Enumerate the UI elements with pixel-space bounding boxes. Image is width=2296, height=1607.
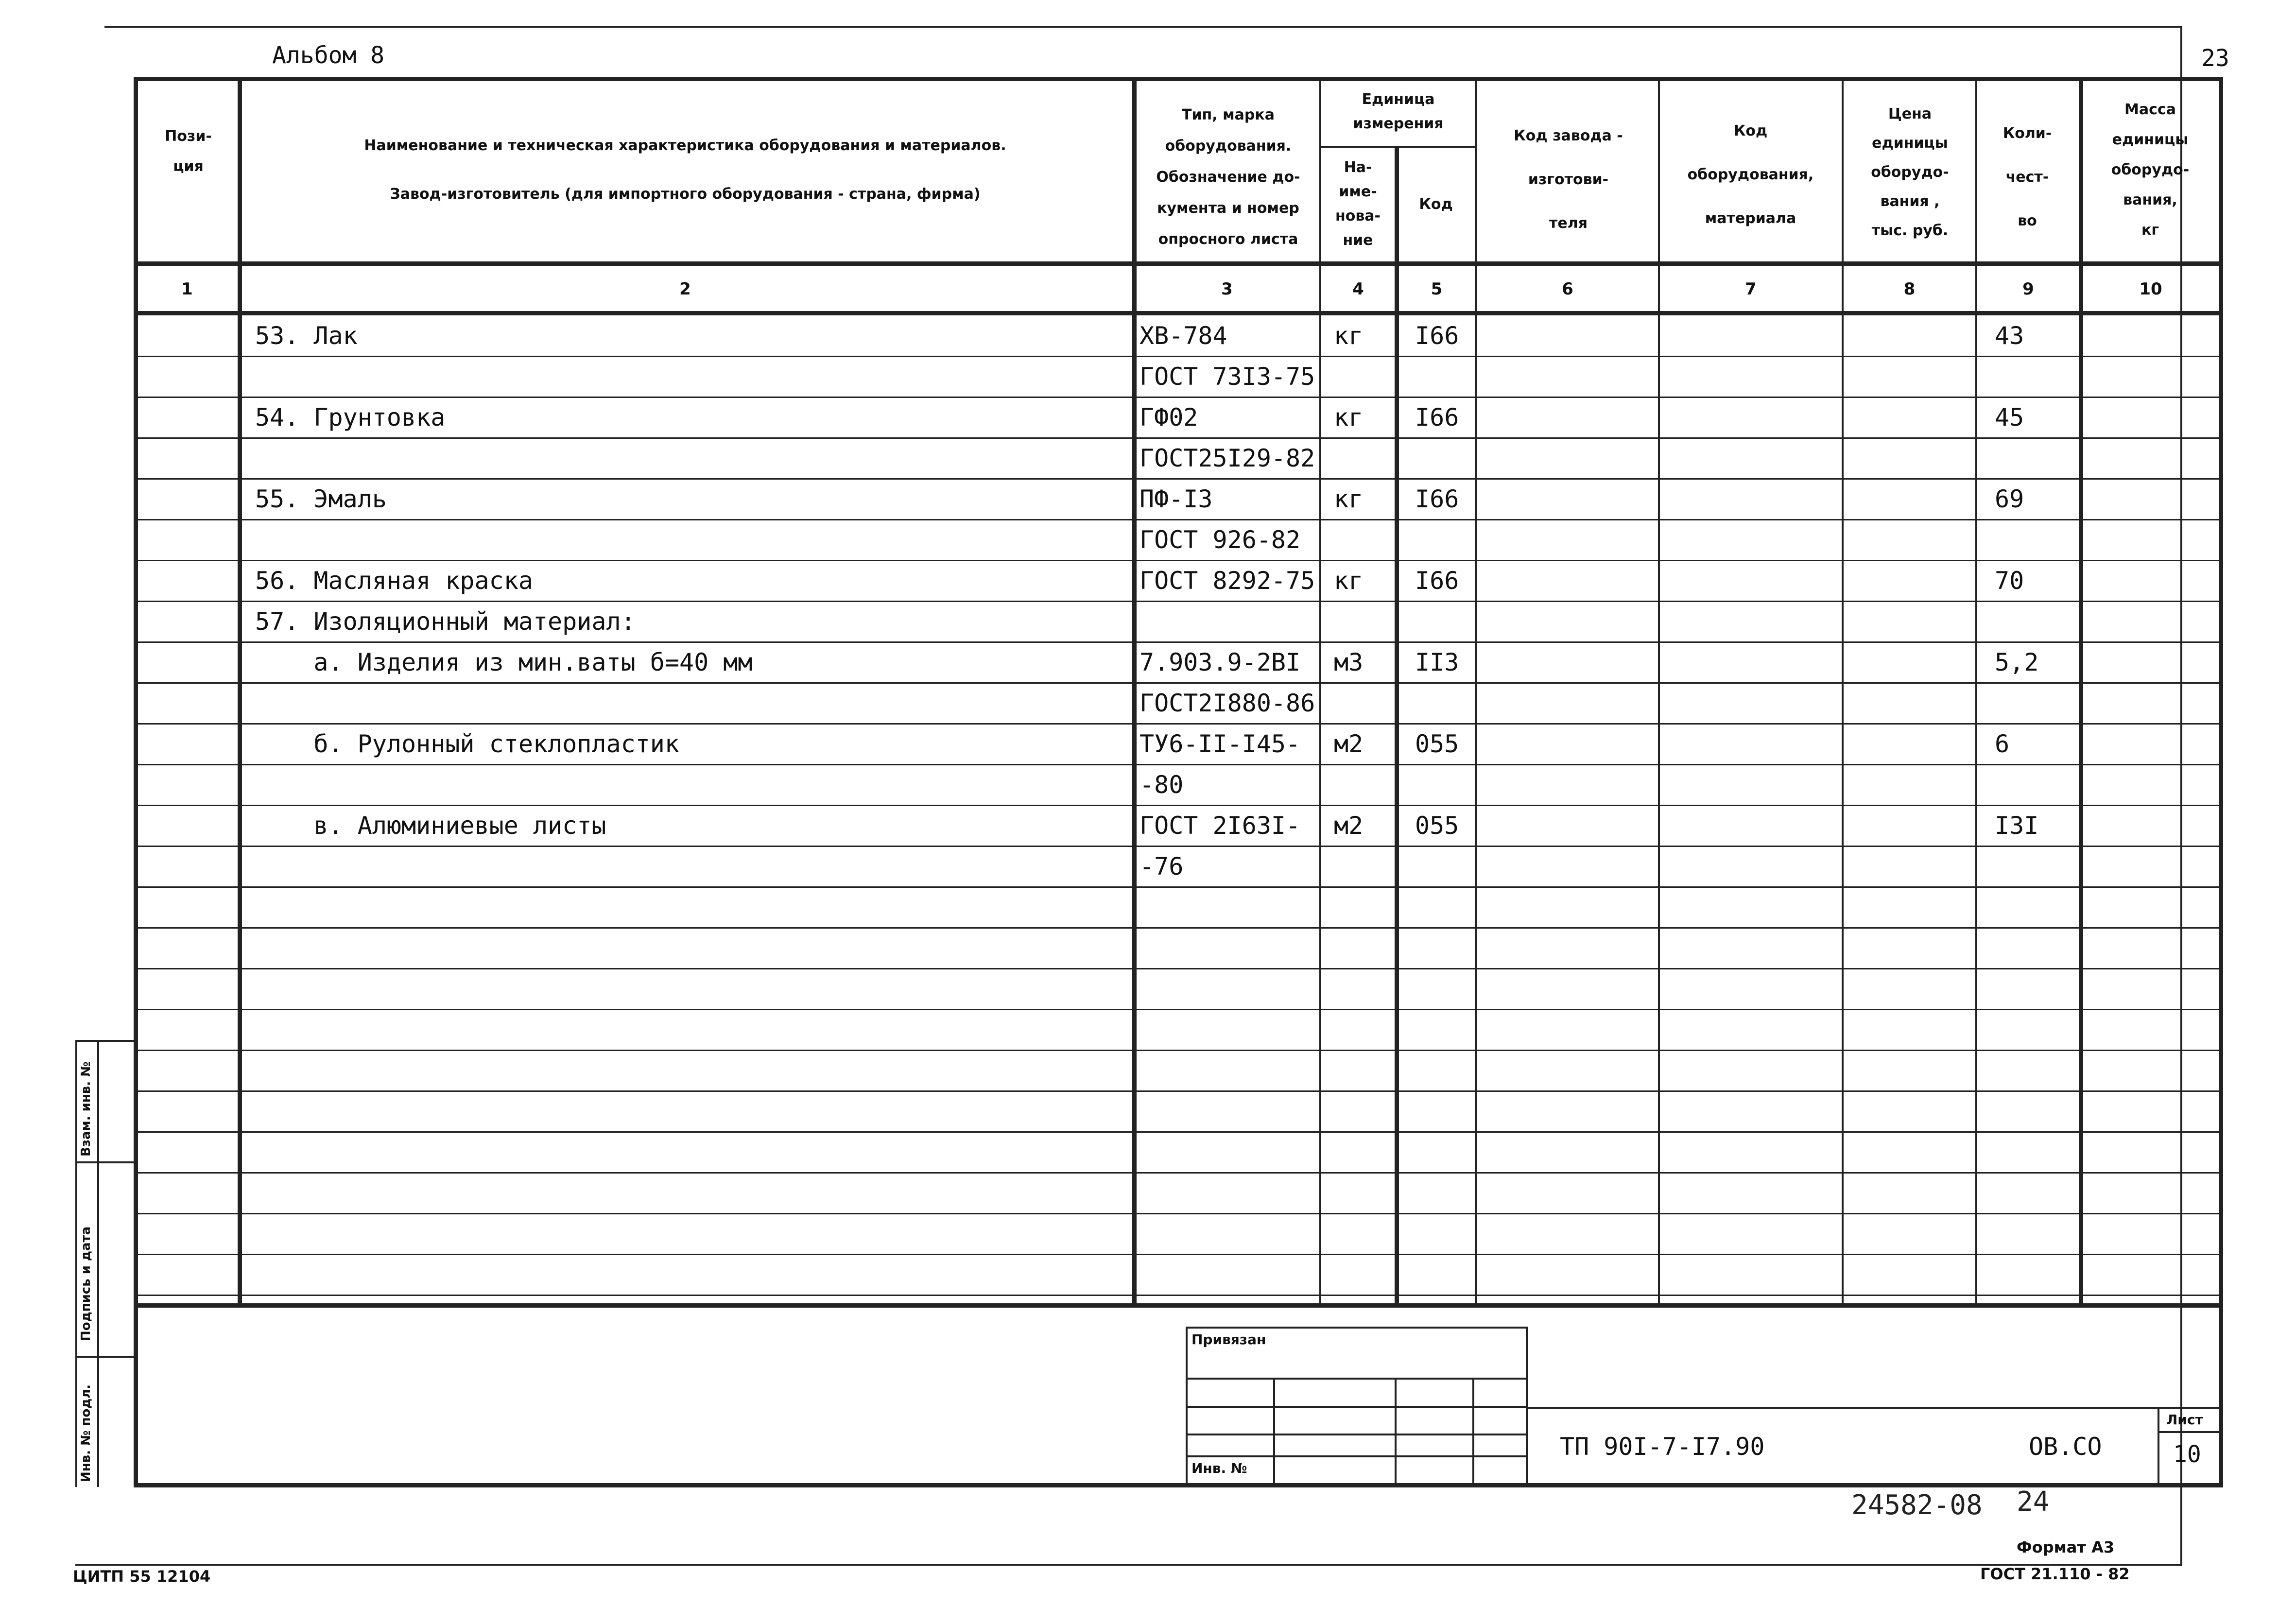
inv-number-label: Инв. № — [1191, 1460, 1247, 1476]
printer-mark: ЦИТП 55 12104 — [73, 1567, 211, 1586]
col-num-2: 2 — [679, 279, 691, 299]
unit-group-divider — [1319, 146, 1475, 148]
col7-header-line: оборудования, — [1687, 166, 1814, 183]
col10-header-line: вания, — [2123, 191, 2177, 208]
margin-strip-line — [75, 1040, 134, 1042]
margin-label-signature-date: Подпись и дата — [79, 1226, 93, 1341]
col-divider-6 — [1658, 77, 1660, 1307]
col10-header — [2085, 95, 2216, 245]
table-top-line — [134, 77, 2223, 81]
cell-type: 7.903.9-2BI — [1139, 648, 1301, 676]
cell-type: ГОСТ 2I63I- — [1139, 812, 1301, 840]
unit-group-header — [1324, 87, 1472, 136]
row-divider — [134, 927, 2223, 929]
cell-type: ГОСТ 8292-75 — [1139, 567, 1315, 595]
row-divider — [134, 1009, 2223, 1010]
col6-header-line: Код завода - — [1514, 127, 1623, 144]
col-num-9: 9 — [2022, 279, 2034, 299]
col6-header — [1480, 114, 1657, 245]
cell-name: 55. Эмаль — [255, 485, 387, 513]
table-left-line — [134, 77, 138, 1487]
col-num-10: 10 — [2139, 279, 2162, 299]
margin-strip-inner — [97, 1040, 99, 1487]
cell-type: ГОСТ 73I3-75 — [1139, 363, 1315, 391]
cell-type: ТУ6-II-I45- — [1139, 730, 1301, 758]
cell-qty: 45 — [1995, 403, 2024, 432]
sheet-box-left — [2158, 1407, 2159, 1483]
row-divider — [134, 1254, 2223, 1255]
row-divider — [134, 1172, 2223, 1174]
cell-name: 54. Грунтовка — [255, 403, 446, 432]
col-num-5: 5 — [1431, 279, 1443, 299]
album-label: Альбом 8 — [272, 42, 385, 69]
col8-header-line: вания , — [1880, 193, 1940, 210]
cell-code: I66 — [1415, 322, 1459, 350]
col7-header-line: материала — [1705, 210, 1796, 227]
cell-unit: кг — [1334, 322, 1364, 350]
col-divider-5 — [1475, 77, 1477, 1307]
col8-header-line: тыс. руб. — [1871, 222, 1949, 239]
stamp-vline — [1395, 1378, 1397, 1483]
stamp-vline — [1273, 1378, 1275, 1483]
col-num-7: 7 — [1745, 279, 1757, 299]
cell-name: 53. Лак — [255, 322, 358, 350]
cell-unit: м2 — [1334, 812, 1364, 840]
col-num-6: 6 — [1562, 279, 1573, 299]
col10-header-line: единицы — [2112, 131, 2189, 148]
col6-header-line: теля — [1549, 215, 1588, 232]
cell-code: I66 — [1415, 403, 1459, 432]
margin-label-vzam-inv: Взам. инв. № — [79, 1061, 93, 1157]
top-border-line — [104, 26, 2180, 28]
col3-header-line: Тип, марка — [1182, 106, 1275, 123]
col3-header-line: опросного листа — [1158, 231, 1298, 248]
col4-header-line: ние — [1343, 232, 1373, 249]
col9-header — [1979, 112, 2076, 243]
margin-strip-line — [75, 1356, 134, 1358]
right-border-line — [2180, 26, 2182, 1566]
col4-header-line: име- — [1339, 183, 1377, 200]
cell-type: -80 — [1139, 771, 1184, 799]
stamp-line — [1186, 1378, 1526, 1380]
cell-type: ГОСТ2I880-86 — [1139, 689, 1315, 717]
col8-header-line: Цена — [1888, 105, 1932, 122]
cell-type: -76 — [1139, 852, 1184, 881]
col3-header — [1137, 100, 1319, 255]
cell-qty: 69 — [1995, 485, 2024, 513]
col5-header-line: Код — [1419, 196, 1453, 213]
page-number: 23 — [2201, 45, 2229, 72]
cell-qty: 43 — [1995, 322, 2024, 350]
cell-qty: I3I — [1995, 812, 2039, 840]
col-divider-1 — [238, 77, 242, 1307]
cell-type: ГОСТ 926-82 — [1139, 526, 1301, 554]
bottom-outer-line — [75, 1564, 2182, 1566]
col10-header-line: кг — [2141, 222, 2159, 239]
row-divider — [134, 1090, 2223, 1092]
margin-strip-outer — [75, 1040, 77, 1487]
col-divider-3 — [1319, 77, 1321, 1307]
col1-header-line: ция — [173, 158, 204, 175]
cell-qty: 5,2 — [1995, 648, 2039, 676]
stamp-left-line — [1186, 1327, 1188, 1483]
col8-header-line: оборудо- — [1871, 164, 1949, 181]
col-num-1: 1 — [181, 279, 193, 299]
col9-header-line: чест- — [2005, 169, 2049, 186]
col4-header-line: На- — [1344, 159, 1372, 176]
handwritten-archive-number: 24582-08 — [1851, 1489, 1983, 1521]
data-area-bottom — [134, 1303, 2223, 1308]
stamp-line — [1186, 1434, 1526, 1435]
col4-header-line: нова- — [1335, 207, 1381, 225]
col2-header — [243, 121, 1127, 219]
col-num-4: 4 — [1352, 279, 1364, 299]
section-code: ОВ.СО — [2029, 1433, 2102, 1461]
col7-header-line: Код — [1733, 122, 1768, 139]
privyazan-label: Привязан — [1191, 1331, 1266, 1348]
cell-unit: кг — [1334, 567, 1364, 595]
col8-header-line: единицы — [1872, 135, 1948, 152]
col-divider-8 — [1975, 77, 1977, 1307]
cell-unit: м3 — [1334, 648, 1364, 676]
col6-header-line: изготови- — [1528, 171, 1609, 188]
col-num-3: 3 — [1221, 279, 1233, 299]
stamp-right-line — [1526, 1327, 1528, 1483]
cell-name: б. Рулонный стеклопластик — [255, 730, 679, 758]
col-divider-4 — [1395, 146, 1399, 1307]
col10-header-line: Масса — [2124, 101, 2176, 118]
col-divider-2 — [1132, 77, 1137, 1307]
cell-code: 055 — [1415, 812, 1459, 840]
sheet-label: Лист — [2166, 1412, 2203, 1428]
col-divider-7 — [1842, 77, 1844, 1307]
margin-label-inv-podl: Инв. № подл. — [79, 1384, 93, 1482]
col5-header — [1399, 190, 1472, 220]
table-bottom-line — [134, 1483, 2223, 1487]
col3-header-line: Обозначение до- — [1156, 169, 1300, 186]
col2-header-line: Наименование и техническая характеристика оборудования и материалов. — [364, 137, 1006, 154]
sheet-box-divider — [2158, 1431, 2219, 1433]
col2-header-line: Завод-изготовитель (для импортного оборудования - страна, фирма) — [390, 186, 981, 203]
cell-type: ГОСТ25I29-82 — [1139, 444, 1315, 472]
col9-header-line: Коли- — [2003, 125, 2052, 142]
row-divider — [134, 1050, 2223, 1051]
title-block-top-line — [1526, 1407, 2221, 1409]
cell-code: II3 — [1415, 648, 1459, 676]
cell-type: ПФ-I3 — [1139, 485, 1213, 513]
cell-code: I66 — [1415, 485, 1459, 513]
stamp-line — [1186, 1406, 1526, 1408]
col-divider-9 — [2079, 77, 2083, 1307]
col-num-8: 8 — [1903, 279, 1916, 299]
format-label: Формат А3 — [2017, 1538, 2115, 1556]
doc-code: ТП 90I-7-I7.90 — [1560, 1433, 1765, 1461]
table-right-line — [2219, 77, 2223, 1487]
gost-label: ГОСТ 21.110 - 82 — [1980, 1565, 2130, 1583]
row-divider — [134, 1213, 2223, 1214]
cell-unit: м2 — [1334, 730, 1364, 758]
col10-header-line: оборудо- — [2111, 161, 2190, 178]
stamp-top-line — [1186, 1327, 1526, 1329]
col3-header-line: оборудования. — [1165, 138, 1292, 155]
col4-header — [1323, 156, 1393, 253]
cell-qty: 6 — [1995, 730, 2010, 758]
stamp-vline — [1472, 1378, 1474, 1483]
unit-group-header-line: Единица — [1362, 91, 1435, 108]
row-divider — [134, 968, 2223, 969]
handwritten-page-number: 24 — [2017, 1486, 2050, 1518]
sheet-number: 10 — [2173, 1441, 2201, 1468]
col7-header — [1662, 109, 1839, 241]
cell-name: а. Изделия из мин.ваты б=40 мм — [255, 648, 753, 676]
stamp-line — [1186, 1455, 1526, 1457]
col8-header — [1846, 100, 1974, 245]
unit-group-header-line: измерения — [1353, 115, 1444, 132]
cell-unit: кг — [1334, 403, 1364, 432]
cell-code: 055 — [1415, 730, 1459, 758]
cell-qty: 70 — [1995, 567, 2024, 595]
row-divider — [134, 1295, 2223, 1296]
cell-name: 57. Изоляционный материал: — [255, 607, 636, 636]
cell-name: в. Алюминиевые листы — [255, 812, 606, 840]
col1-header-line: Пози- — [165, 128, 212, 145]
row-divider — [134, 1131, 2223, 1133]
cell-type: ГФ02 — [1139, 403, 1198, 432]
margin-strip-line — [75, 1161, 134, 1163]
cell-unit: кг — [1334, 485, 1364, 513]
cell-type: ХВ-784 — [1139, 322, 1227, 350]
page-number-box-left — [2180, 26, 2182, 79]
col9-header-line: во — [2018, 212, 2037, 229]
cell-code: I66 — [1415, 567, 1459, 595]
col3-header-line: кумента и номер — [1157, 200, 1299, 217]
cell-name: 56. Масляная краска — [255, 567, 533, 595]
col1-header — [141, 121, 236, 182]
